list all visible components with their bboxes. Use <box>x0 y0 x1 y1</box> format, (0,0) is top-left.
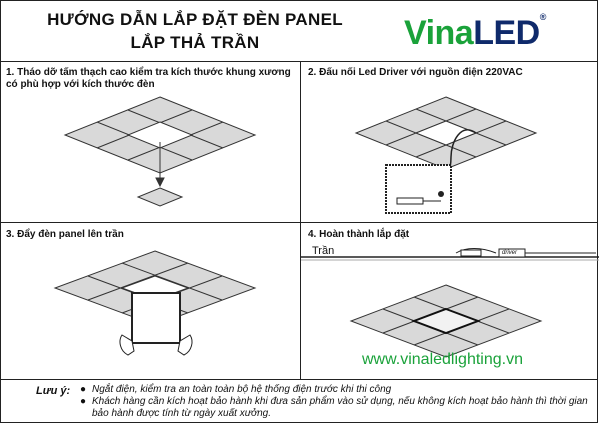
vinaled-logo <box>404 14 546 53</box>
step-4-line-1: 4. Hoàn thành lắp đặt <box>308 229 410 240</box>
step-1-line-2: có phù hợp với kích thước đèn <box>6 79 155 90</box>
note-item <box>80 396 590 420</box>
title-line-1: HƯỚNG DẪN LẮP ĐẶT ĐÈN PANEL <box>47 10 343 29</box>
registered-mark: ® <box>539 12 546 22</box>
note-text: Khách hàng cần kích hoạt bảo hành khi đưa sản phẩm vào sử dụng, nếu không kích hoạt bảo hành thì thời gian bảo hành được tính từ ngày xuất xưởng. <box>92 396 588 419</box>
notes-list <box>80 384 590 420</box>
step-3-line-1: 3. Đẩy đèn panel lên trần <box>6 229 124 240</box>
logo-text-vina: Vina <box>404 14 474 52</box>
bullet-icon: ● <box>80 396 87 407</box>
note-item <box>80 384 590 396</box>
step-3-illustration <box>0 223 300 378</box>
step-2-illustration <box>301 62 599 222</box>
website-url[interactable]: www.vinaledlighting.vn <box>362 351 523 368</box>
notes-label: Lưu ý: <box>36 385 71 397</box>
notes-divider <box>0 379 598 380</box>
driver-label: driver <box>502 250 518 256</box>
step-2-line-1: 2. Đấu nối Led Driver với nguồn điện 220VAC <box>308 67 523 78</box>
ceiling-label: Trần <box>312 245 335 257</box>
bullet-icon: ● <box>80 384 87 395</box>
title-line-2: LẮP THẢ TRẦN <box>130 33 260 52</box>
step-1-line-1: 1. Tháo dỡ tấm thạch cao kiểm tra kích thước khung xương <box>6 67 291 78</box>
document-title <box>30 10 360 53</box>
step-1-illustration <box>0 62 300 222</box>
logo-text-led: LED <box>473 14 540 52</box>
step-4-illustration <box>301 223 599 353</box>
note-text: Ngắt điện, kiểm tra an toàn toàn bộ hệ thống điện trước khi thi công <box>92 384 392 395</box>
